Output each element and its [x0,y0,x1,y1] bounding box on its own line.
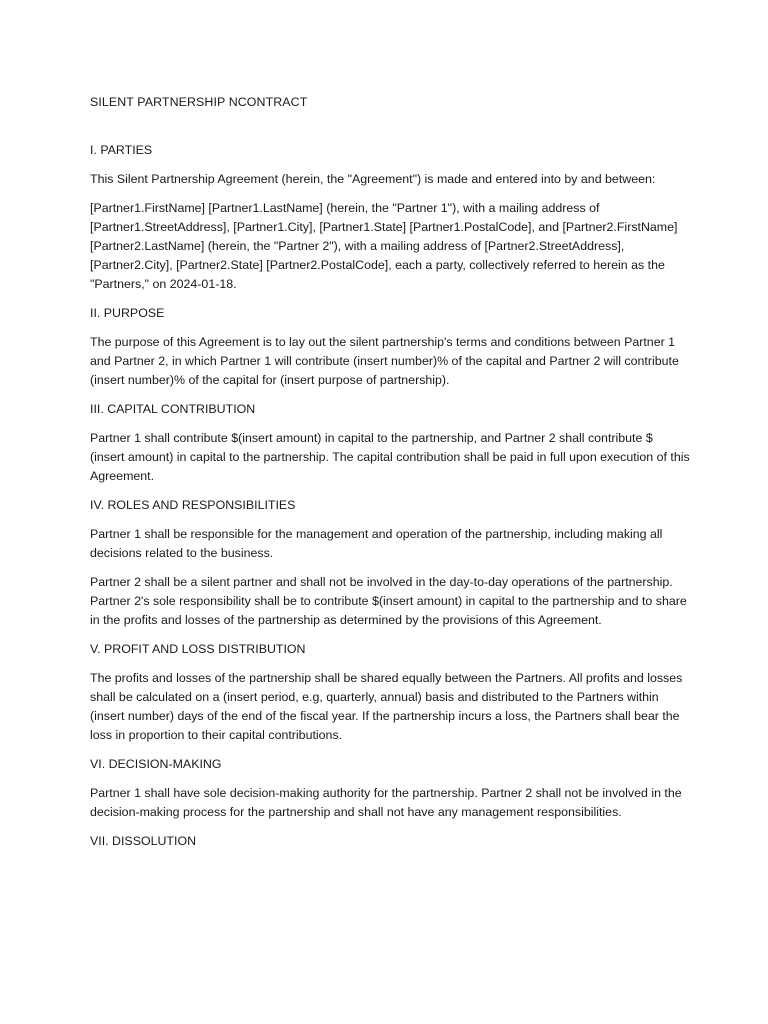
section-parties [90,141,690,294]
section-paragraph: Partner 2 shall be a silent partner and shall not be involved in the day-to-day operations of the partnership. Partner 2's sole responsibility shall be to contribute $(insert amount) in capital to the partnership and to share in the profits and losses of the partnership as determined by the provisions of this Agreement. [90,575,687,627]
section-heading: I. PARTIES [90,143,153,157]
section-dissolution [90,832,690,851]
section-heading: VI. DECISION-MAKING [90,757,222,771]
section-paragraph: Partner 1 shall contribute $(insert amount) in capital to the partnership, and Partner 2 shall contribute $ (insert amount) in capital to the partnership. The capital contribution shall be paid in full upon execution of this Agreement. [90,431,690,483]
document-title: SILENT PARTNERSHIP NCONTRACT [90,95,308,109]
section-heading: VII. DISSOLUTION [90,834,197,848]
section-paragraph: [Partner1.FirstName] [Partner1.LastName] (herein, the "Partner 1"), with a mailing address of [Partner1.StreetAddress], [Partner1.City], [Partner1.State] [Partner1.PostalCode], and [Partner2.FirstName] [Partner2.LastName] (herein, the "Partner 2"), with a mailing address of [Partner2.StreetAddress], [Partner2.City], [Partner2.State] [Partner2.PostalCode], each a party, collectively referred to herein as the "Partners," on 2024-01-18. [90,201,678,291]
section-paragraph: This Silent Partnership Agreement (herein, the "Agreement") is made and entered into by and between: [90,172,656,186]
section-paragraph: Partner 1 shall have sole decision-making authority for the partnership. Partner 2 shall not be involved in the decision-making process for the partnership and shall not have any management responsibilities. [90,786,682,819]
section-roles-and-responsibilities [90,496,690,630]
section-paragraph: The profits and losses of the partnership shall be shared equally between the Partners. All profits and losses shall be calculated on a (insert period, e.g, quarterly, annual) basis and distributed to the Partners within (insert number) days of the end of the fiscal year. If the partnership incurs a loss, the Partners shall bear the loss in proportion to their capital contributions. [90,671,683,742]
section-heading: V. PROFIT AND LOSS DISTRIBUTION [90,642,306,656]
section-purpose [90,304,690,390]
section-heading: III. CAPITAL CONTRIBUTION [90,402,256,416]
section-paragraph: Partner 1 shall be responsible for the management and operation of the partnership, including making all decisions related to the business. [90,527,663,560]
section-paragraph: The purpose of this Agreement is to lay out the silent partnership's terms and conditions between Partner 1 and Partner 2, in which Partner 1 will contribute (insert number)% of the capital and Partner 2 will contribute (insert number)% of the capital for (insert purpose of partnership). [90,335,679,387]
section-heading: IV. ROLES AND RESPONSIBILITIES [90,498,296,512]
section-capital-contribution [90,400,690,486]
document-page [90,93,690,861]
section-profit-and-loss [90,640,690,745]
section-decision-making [90,755,690,822]
section-heading: II. PURPOSE [90,306,165,320]
